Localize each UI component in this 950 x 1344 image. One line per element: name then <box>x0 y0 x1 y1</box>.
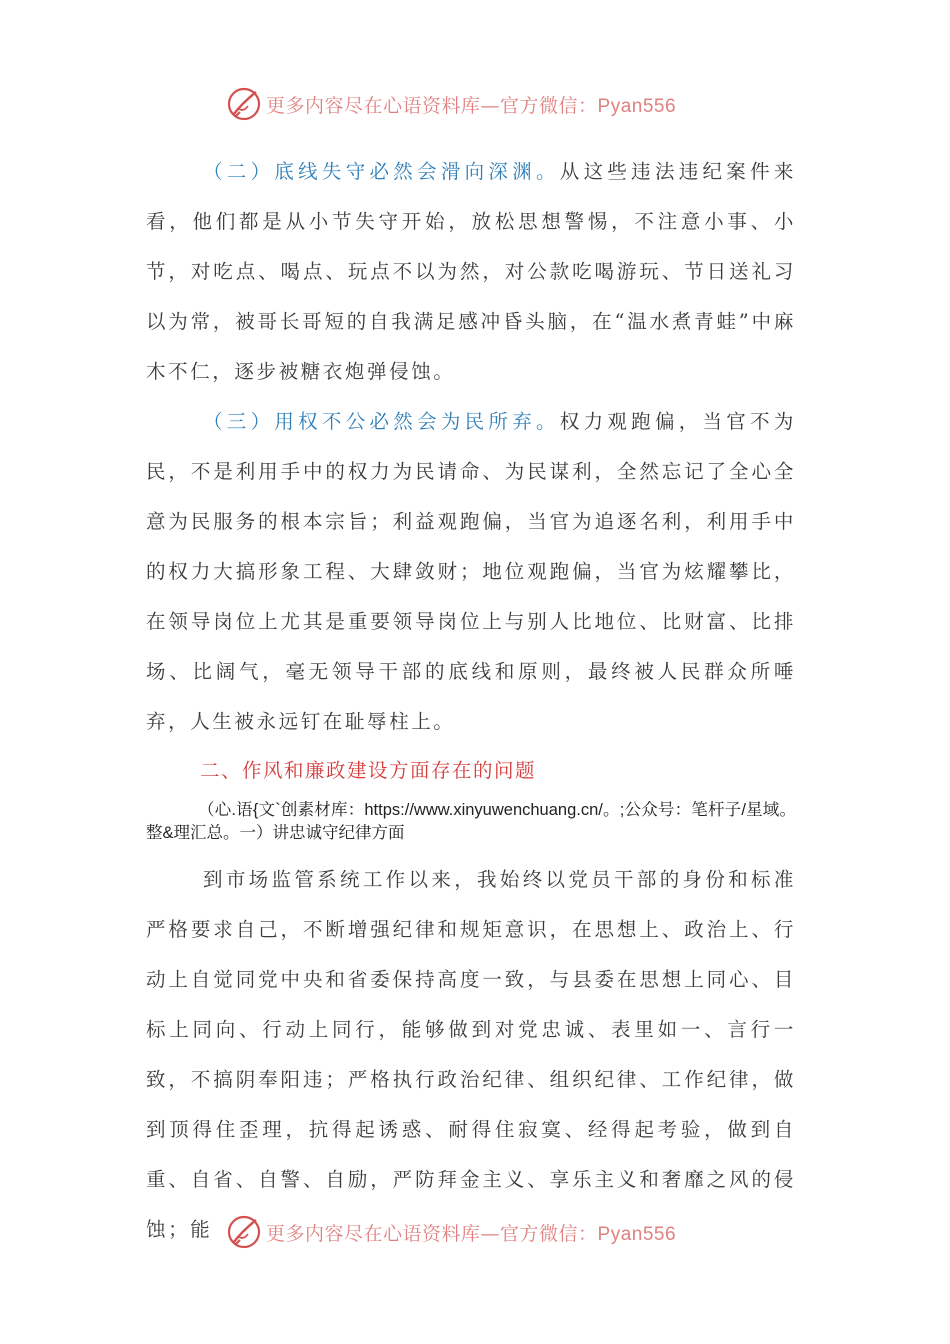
document-body <box>146 147 796 1255</box>
paragraph-bottom-line: （二）底线失守必然会滑向深渊。从这些违法违纪案件来看，他们都是从小节失守开始，放松思想警惕，不注意小事、小节，对吃点、喝点、玩点不以为然，对公款吃喝游玩、节日送礼习以为常，被哥长哥短的自我满足感冲昏头脑，在“温水煮青蛙”中麻木不仁，逐步被糖衣炮弹侵蚀。 <box>146 160 796 383</box>
source-note: （心.语{文`创素材库：https://www.xinyuwenchuang.cn/。;公众号：笔杆子/星域。整&理汇总。一）讲忠诚守纪律方面 <box>146 801 796 842</box>
paragraph-power-abuse: （三）用权不公必然会为民所弃。权力观跑偏，当官不为民，不是利用手中的权力为民请命、为民谋利，全然忘记了全心全意为民服务的根本宗旨；利益观跑偏，当官为追逐名利，利用手中的权力大搞形象工程、大肆敛财；地位观跑偏，当官为炫耀攀比，在领导岗位上尤其是重要领导岗位上与别人比地位、比财富、比排场、比阔气，毫无领导干部的底线和原则，最终被人民群众所唾弃，人生被永远钉在耻辱柱上。 <box>146 410 796 733</box>
subheading-power-abuse: （三）用权不公必然会为民所弃。 <box>203 410 560 433</box>
pen-logo-icon <box>226 86 262 122</box>
banner-text: 更多内容尽在心语资料库—官方微信：Pyan556 <box>266 94 677 117</box>
footer-banner <box>226 1212 676 1252</box>
wechat-id: Pyan556 <box>597 1223 677 1245</box>
pen-logo-icon <box>226 1214 262 1250</box>
wechat-id: Pyan556 <box>597 95 677 117</box>
header-banner <box>226 84 676 124</box>
section-heading-problems: 二、作风和廉政建设方面存在的问题 <box>200 759 537 782</box>
banner-text: 更多内容尽在心语资料库—官方微信：Pyan556 <box>266 1222 677 1245</box>
subheading-bottom-line: （二）底线失守必然会滑向深渊。 <box>203 160 560 183</box>
paragraph-loyalty: 到市场监管系统工作以来，我始终以党员干部的身份和标准严格要求自己，不断增强纪律和规矩意识，在思想上、政治上、行动上自觉同党中央和省委保持高度一致，与县委在思想上同心、目标上同向、行动上同行，能够做到对党忠诚、表里如一、言行一致，不搞阴奉阳违；严格执行政治纪律、组织纪律、工作纪律，做到顶得住歪理，抗得起诱惑、耐得住寂寞、经得起考验，做到自重、自省、自警、自励，严防拜金主义、享乐主义和奢靡之风的侵蚀；能 <box>146 868 796 1241</box>
